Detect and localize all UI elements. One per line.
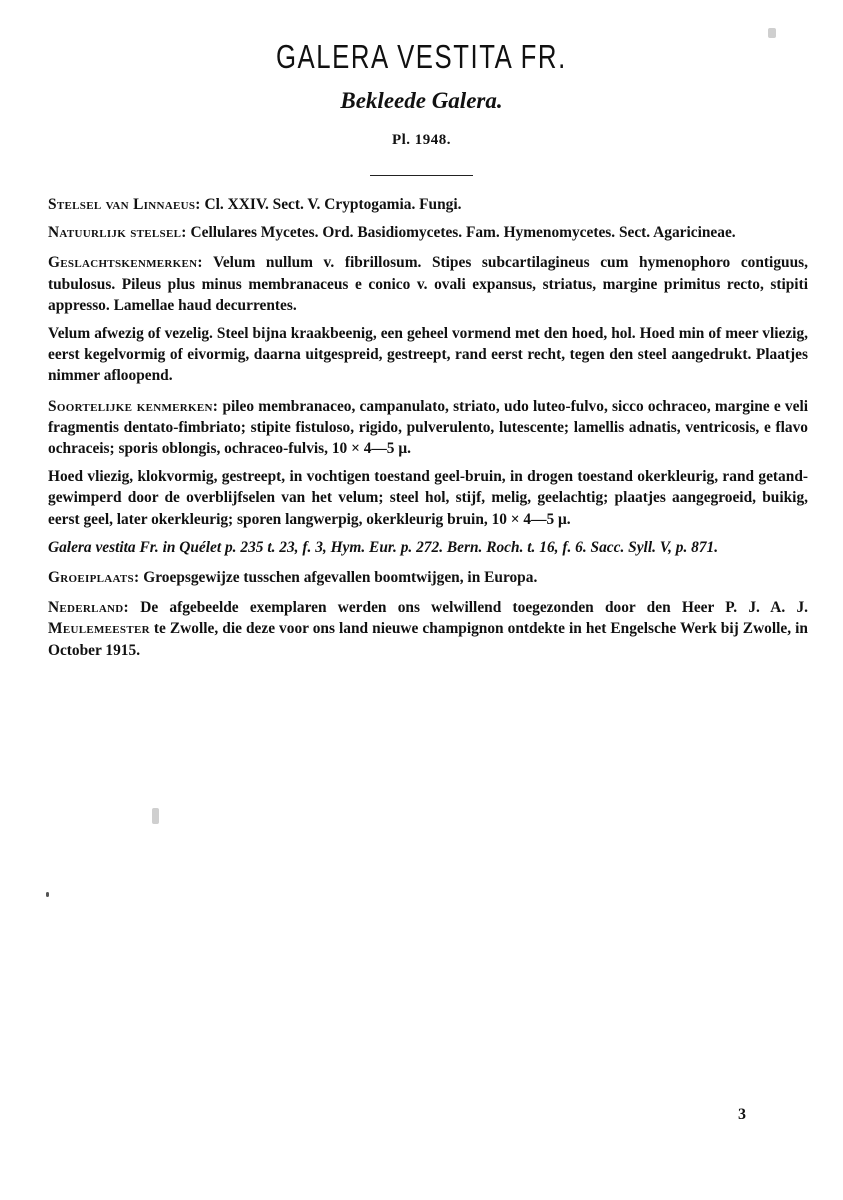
section-text: Cellulares Mycetes. Ord. Basidiomycetes. Fam. Hymenomycetes. Sect. Agaricineae.: [190, 224, 736, 242]
divider-rule: [370, 175, 473, 176]
section-label: Natuurlijk stelsel:: [48, 224, 187, 242]
nederland-paragraph: [48, 597, 808, 661]
collector-name: Meulemeester: [48, 620, 150, 638]
dutch-description: Velum afwezig of vezelig. Steel bijna kraakbeenig, een geheel vormend met den hoed, hol. Hoed min of meer vliezig, eerst kegelvormig of eivormig, daarna uitgespreid, gestreept, rand eerst recht, tegen den steel aangedrukt. Plaatjes nimmer afloopend.: [48, 325, 808, 385]
section-text: Groepsgewijze tusschen afgevallen boomtwijgen, in Europa.: [143, 569, 538, 587]
section-text: Cl. XXIV. Sect. V. Cryptogamia. Fungi.: [204, 196, 462, 213]
soortelijke-kenmerken-dutch-paragraph: [48, 466, 808, 530]
section-label: Soortelijke kenmerken:: [48, 397, 219, 415]
literature-references: [48, 537, 808, 558]
species-title: GALERA VESTITA FR.: [275, 38, 567, 75]
section-label: Geslachtskenmerken:: [48, 254, 203, 272]
latin-description: Velum nullum v. fibrillosum. Stipes subcartilagineus cum hymenophoro contiguus, tubulosus. Pileus plus minus membranaceus e conico v. ovali expansus, striatus, margine primitus recto, stipiti appresso. Lamellae haud decurrentes.: [48, 254, 808, 314]
dutch-description: Hoed vliezig, klokvormig, gestreept, in vochtigen toestand geel-bruin, in drogen toestand okerkleurig, rand getand-gewimperd door de overblijfselen van het velum; steel hol, stijf, melig, geelachtig; plaatjes aangegroeid, buikig, eerst geel, later okerkleurig; sporen langwerpig, okerkleurig bruin, 10 × 4—5 μ.: [48, 468, 808, 528]
section-text: te Zwolle, die deze voor ons land nieuwe champignon ontdekte in het Engelsche Werk bij Zwolle, in October 1915.: [48, 620, 808, 659]
section-label: Nederland:: [48, 599, 129, 617]
geslachtskenmerken-paragraph: [48, 252, 808, 316]
description-body: [48, 194, 808, 661]
references-text: Galera vestita Fr. in Quélet p. 235 t. 23, f. 3, Hym. Eur. p. 272. Bern. Roch. t. 16, f. 6. Sacc. Syll. V, p. 871.: [48, 538, 719, 556]
dutch-name: Bekleede Galera.: [340, 88, 503, 113]
latin-description: pileo membranaceo, campanulato, striato, udo luteo-fulvo, sicco ochraceo, margine e veli fragmentis dentato-fimbriato; stipite fistuloso, rigido, pulverulento, lutescente; lamellis adnatis, ventricosis, e flavo ochraceis; sporis oblongis, ochraceo-fulvis, 10 × 4—5 μ.: [48, 397, 808, 458]
scan-speck: [152, 808, 159, 824]
geslachtskenmerken-dutch-paragraph: [48, 323, 808, 387]
plate-number: Pl. 1948.: [391, 132, 452, 148]
section-text: De afgebeelde exemplaren werden ons welwillend toegezonden door den Heer P. J. A. J.: [140, 599, 808, 617]
scan-speck: [46, 892, 49, 897]
natuurlijk-stelsel-paragraph: [48, 222, 808, 243]
stelsel-linnaeus-paragraph: [48, 194, 808, 215]
section-label: Groeiplaats:: [48, 569, 140, 587]
section-label: Stelsel van Linnaeus:: [48, 196, 201, 213]
soortelijke-kenmerken-paragraph: [48, 396, 808, 460]
groeiplaats-paragraph: [48, 567, 808, 588]
scan-speck: [768, 28, 776, 38]
page-number: 3: [738, 1106, 746, 1123]
